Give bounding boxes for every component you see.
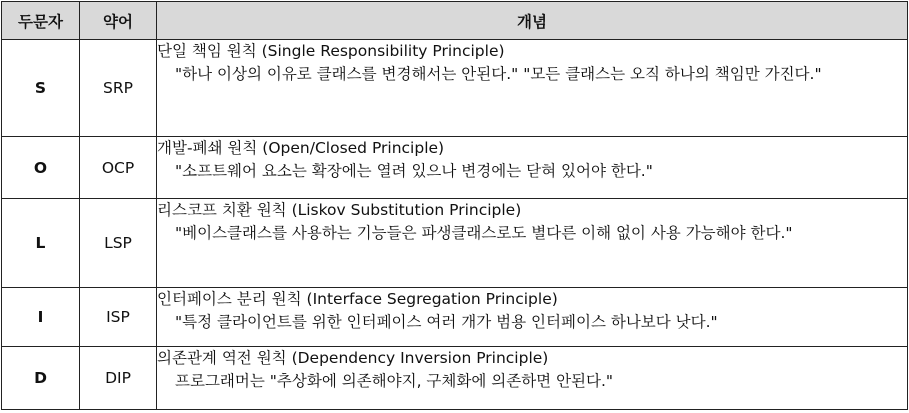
header-letter: 두문자 bbox=[2, 2, 80, 40]
row-abbr: SRP bbox=[80, 40, 157, 137]
principle-title: 단일 책임 원칙 (Single Responsibility Principle) bbox=[157, 42, 505, 60]
row-concept bbox=[157, 137, 908, 199]
row-letter: S bbox=[2, 40, 80, 137]
table-row-ocp bbox=[2, 137, 908, 199]
principle-quote: "하나 이상의 이유로 클래스를 변경해서는 안된다." "모든 클래스는 오직 하나의 책임만 가진다." bbox=[175, 64, 822, 83]
row-concept bbox=[157, 40, 908, 137]
row-concept bbox=[157, 347, 908, 410]
row-letter: L bbox=[2, 199, 80, 288]
row-abbr: ISP bbox=[80, 288, 157, 347]
solid-principles-table bbox=[1, 1, 908, 410]
header-row bbox=[2, 2, 908, 40]
row-letter: I bbox=[2, 288, 80, 347]
table-row-dip bbox=[2, 347, 908, 410]
row-abbr: DIP bbox=[80, 347, 157, 410]
principle-quote: "특정 클라이언트를 위한 인터페이스 여러 개가 범용 인터페이스 하나보다 낫다." bbox=[175, 312, 718, 331]
table-row-isp bbox=[2, 288, 908, 347]
header-concept: 개념 bbox=[157, 2, 908, 40]
row-letter: O bbox=[2, 137, 80, 199]
header-abbr: 약어 bbox=[80, 2, 157, 40]
principle-quote: 프로그래머는 "추상화에 의존해야지, 구체화에 의존하면 안된다." bbox=[175, 371, 614, 390]
principle-title: 리스코프 치환 원칙 (Liskov Substitution Principle) bbox=[157, 201, 522, 219]
principle-title: 개발-폐쇄 원칙 (Open/Closed Principle) bbox=[157, 139, 445, 157]
row-concept bbox=[157, 199, 908, 288]
principle-quote: "소프트웨어 요소는 확장에는 열려 있으나 변경에는 닫혀 있어야 한다." bbox=[175, 161, 653, 180]
principle-quote: "베이스클래스를 사용하는 기능들은 파생클래스로도 별다른 이해 없이 사용 가능해야 한다." bbox=[175, 223, 793, 242]
table-row-lsp bbox=[2, 199, 908, 288]
row-letter: D bbox=[2, 347, 80, 410]
row-abbr: LSP bbox=[80, 199, 157, 288]
table-row-srp bbox=[2, 40, 908, 137]
row-abbr: OCP bbox=[80, 137, 157, 199]
principle-title: 의존관계 역전 원칙 (Dependency Inversion Principle) bbox=[157, 349, 549, 367]
row-concept bbox=[157, 288, 908, 347]
principle-title: 인터페이스 분리 원칙 (Interface Segregation Principle) bbox=[157, 290, 558, 308]
